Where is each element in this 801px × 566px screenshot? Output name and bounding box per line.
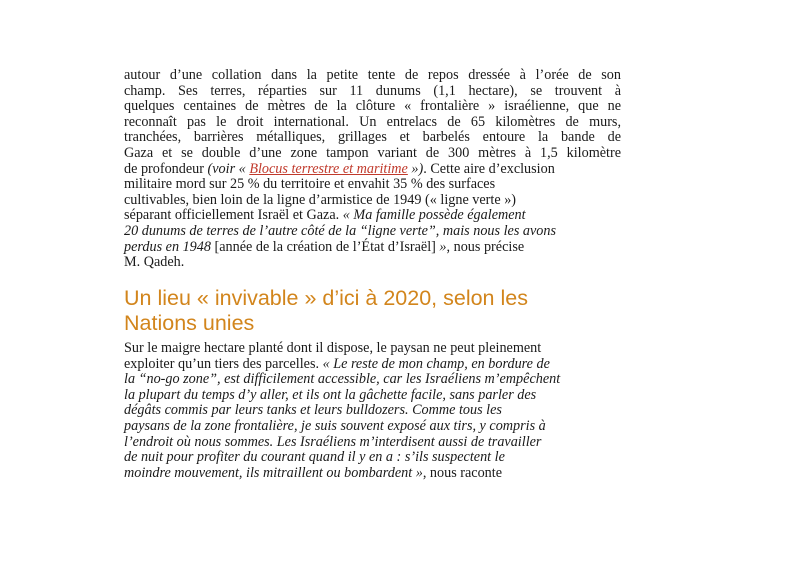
text-line: quelques centaines de mètres de la clôture « frontalière » israélienne, que ne bbox=[124, 98, 621, 115]
quote-line: la plupart du temps d’y aller, et ils ont la gâchette facile, sans parler des bbox=[124, 386, 537, 403]
quote-fragment: « Le reste de mon champ, en bordure de bbox=[322, 355, 550, 372]
text-line: Sur le maigre hectare planté dont il dispose, le paysan ne peut pleinement bbox=[124, 340, 542, 356]
text-line: Gaza et se double d’une zone tampon variant de 300 mètres à 1,5 kilomètre bbox=[124, 144, 621, 161]
text-fragment: exploiter qu’un tiers des parcelles. bbox=[124, 355, 323, 372]
section-heading bbox=[124, 286, 644, 336]
text-line bbox=[124, 466, 621, 482]
article-paragraph-2 bbox=[124, 341, 621, 481]
quote-line: de nuit pour profiter du courant quand il y en a : s’ils suspectent le bbox=[124, 449, 505, 466]
heading-line: Nations unies bbox=[124, 311, 255, 335]
text-fragment: . Cette aire d’exclusion bbox=[423, 160, 555, 177]
text-fragment: séparant officiellement Israël et Gaza. bbox=[124, 207, 343, 224]
text-fragment: ») bbox=[407, 160, 424, 177]
text-line bbox=[124, 240, 621, 256]
quote-fragment: » bbox=[439, 238, 447, 255]
quote-line: dégâts commis par leurs tanks et leurs bulldozers. Comme tous les bbox=[124, 402, 502, 419]
text-fragment: , nous raconte bbox=[422, 464, 503, 481]
text-fragment: (voir « bbox=[207, 160, 250, 177]
text-line bbox=[124, 162, 621, 178]
text-line: tranchées, barrières métalliques, grillages et barbelés entoure la bande de bbox=[124, 129, 621, 146]
text-line: cultivables, bien loin de la ligne d’armistice de 1949 (« ligne verte ») bbox=[124, 191, 517, 208]
text-line: champ. Ses terres, réparties sur 11 dunums (1,1 hectare), se trouvent à bbox=[124, 82, 621, 99]
text-line: M. Qadeh. bbox=[124, 254, 185, 271]
text-fragment: , nous précise bbox=[446, 238, 525, 255]
quote-fragment: moindre mouvement, ils mitraillent ou bombardent » bbox=[124, 464, 423, 481]
text-line: militaire mord sur 25 % du territoire et envahit 35 % des surfaces bbox=[124, 176, 496, 193]
text-line bbox=[124, 357, 621, 373]
blocus-link[interactable]: Blocus terrestre et maritime bbox=[249, 160, 408, 177]
quote-line: paysans de la zone frontalière, je suis souvent exposé aux tirs, y compris à bbox=[124, 417, 546, 434]
text-line bbox=[124, 208, 621, 224]
article-paragraph-1 bbox=[124, 68, 621, 271]
quote-fragment: « Ma famille possède également bbox=[342, 207, 526, 224]
quote-line: 20 dunums de terres de l’autre côté de la “ligne verte”, mais nous les avons bbox=[124, 222, 556, 239]
quote-line: la “no-go zone”, est difficilement accessible, car les Israéliens m’empêchent bbox=[124, 371, 561, 388]
text-fragment: de profondeur bbox=[124, 160, 208, 177]
text-line: autour d’une collation dans la petite tente de repos dressée à l’orée de son bbox=[124, 67, 621, 83]
quote-line: l’endroit où nous sommes. Les Israéliens m’interdisent aussi de travailler bbox=[124, 433, 542, 450]
text-fragment: [année de la création de l’État d’Israël] bbox=[210, 238, 440, 255]
heading-line: Un lieu « invivable » d’ici à 2020, selon les bbox=[124, 286, 528, 310]
quote-fragment: perdus en 1948 bbox=[124, 238, 211, 255]
text-line: reconnaît pas le droit international. Un entrelacs de 65 kilomètres de murs, bbox=[124, 113, 621, 130]
